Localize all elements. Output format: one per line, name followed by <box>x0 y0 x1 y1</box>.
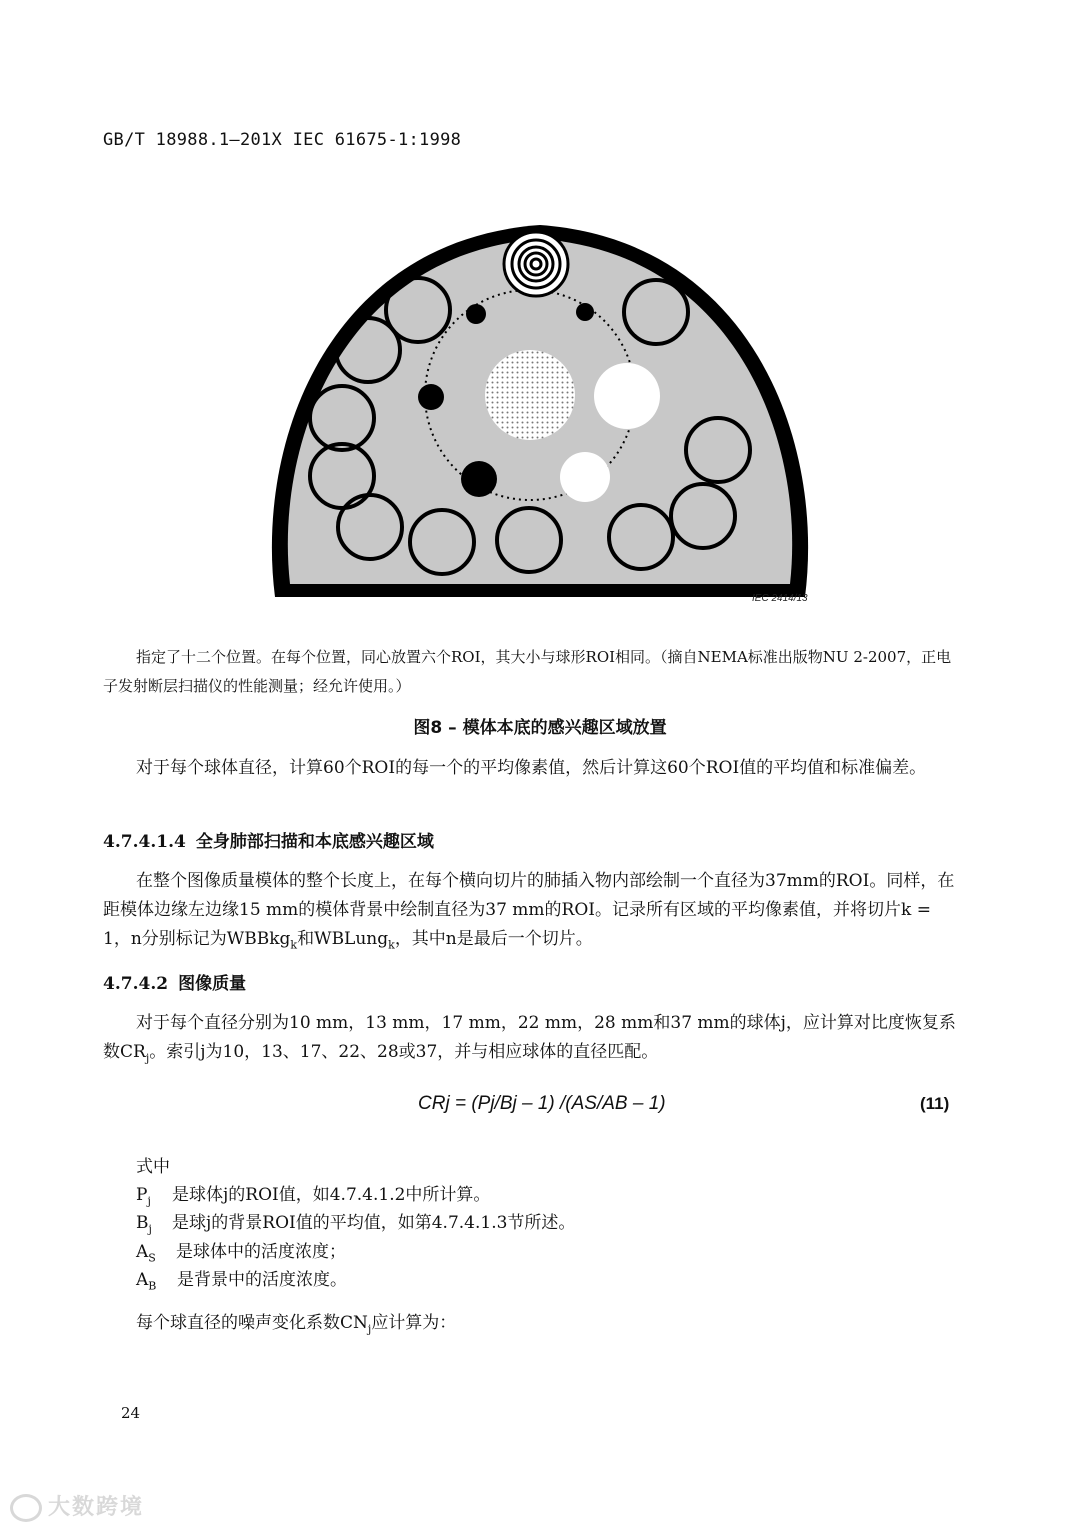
section-title: 全身肺部扫描和本底感兴趣区域 <box>195 832 434 852</box>
cold-sphere-large <box>461 461 497 497</box>
cold-sphere-medium <box>418 384 444 410</box>
where-item: $P_j$ 是球体j的ROI值，如4.7.4.1.2中所计算。 <box>136 1185 491 1208</box>
where-item: $A_B$ 是背景中的活度浓度。 <box>136 1270 347 1293</box>
formula-number: (11) <box>920 1094 950 1113</box>
hot-sphere-large <box>594 363 660 429</box>
paragraph: 对于每个直径分别为10 mm，13 mm，17 mm，22 mm，28 mm和37 mm的球体j，应计算对比度恢复系数$CR_j$。索引j为10，13、17、22、28或37，并与相应球体的直径匹配。 <box>103 1013 956 1065</box>
formula-expression: CRj = (Pj/Bj – 1) /(AS/AB – 1) <box>418 1093 666 1114</box>
section-title: 图像质量 <box>178 974 247 994</box>
where-intro: 式中 <box>136 1157 170 1177</box>
watermark-logo-icon <box>10 1494 42 1522</box>
watermark: 大数跨境 <box>10 1490 144 1522</box>
paragraph: 在整个图像质量模体的整个长度上，在每个横向切片的肺插入物内部绘制一个直径为37mm的ROI。同样，在距模体边缘左边缘15 mm的模体背景中绘制直径为37 mm的ROI。记录所有区域的平均像素值，并将切片k = 1，n分别标记为WBBkg$_k$和WBLung$_k$，其中n是最后一个切片。 <box>103 871 955 952</box>
hot-sphere-small <box>560 452 610 502</box>
where-item: $B_j$ 是球j的背景ROI值的平均值，如第4.7.4.1.3节所述。 <box>136 1213 576 1236</box>
figure-credit: IEC 2414/13 <box>752 593 808 604</box>
figure-note: 指定了十二个位置。在每个位置，同心放置六个ROI，其大小与球形ROI相同。（摘自NEMA标准出版物NU 2-2007，正电子发射断层扫描仪的性能测量；经允许使用。） <box>103 648 952 695</box>
section-number: 4.7.4.1.4 <box>103 832 186 852</box>
section-heading <box>103 969 246 994</box>
where-item: $A_S$ 是球体中的活度浓度； <box>136 1242 346 1265</box>
page-number: 24 <box>121 1404 141 1422</box>
paragraph: 对于每个球体直径，计算60个ROI的每一个的平均像素值，然后计算这60个ROI值的平均值和标准偏差。 <box>136 758 927 778</box>
paragraph: 每个球直径的噪声变化系数$CN_j$应计算为： <box>136 1313 457 1336</box>
cold-sphere-small-left <box>466 304 486 324</box>
document-header: GB/T 18988.1—201X IEC 61675-1:1998 <box>103 130 462 150</box>
roi-target <box>504 232 568 296</box>
cold-sphere-small-right <box>576 303 594 321</box>
phantom-roi-figure <box>260 220 820 610</box>
section-heading <box>103 827 434 852</box>
lung-insert <box>485 350 575 440</box>
figure-title: 图8 – 模体本底的感兴趣区域放置 <box>413 718 667 738</box>
section-number: 4.7.4.2 <box>103 974 169 994</box>
